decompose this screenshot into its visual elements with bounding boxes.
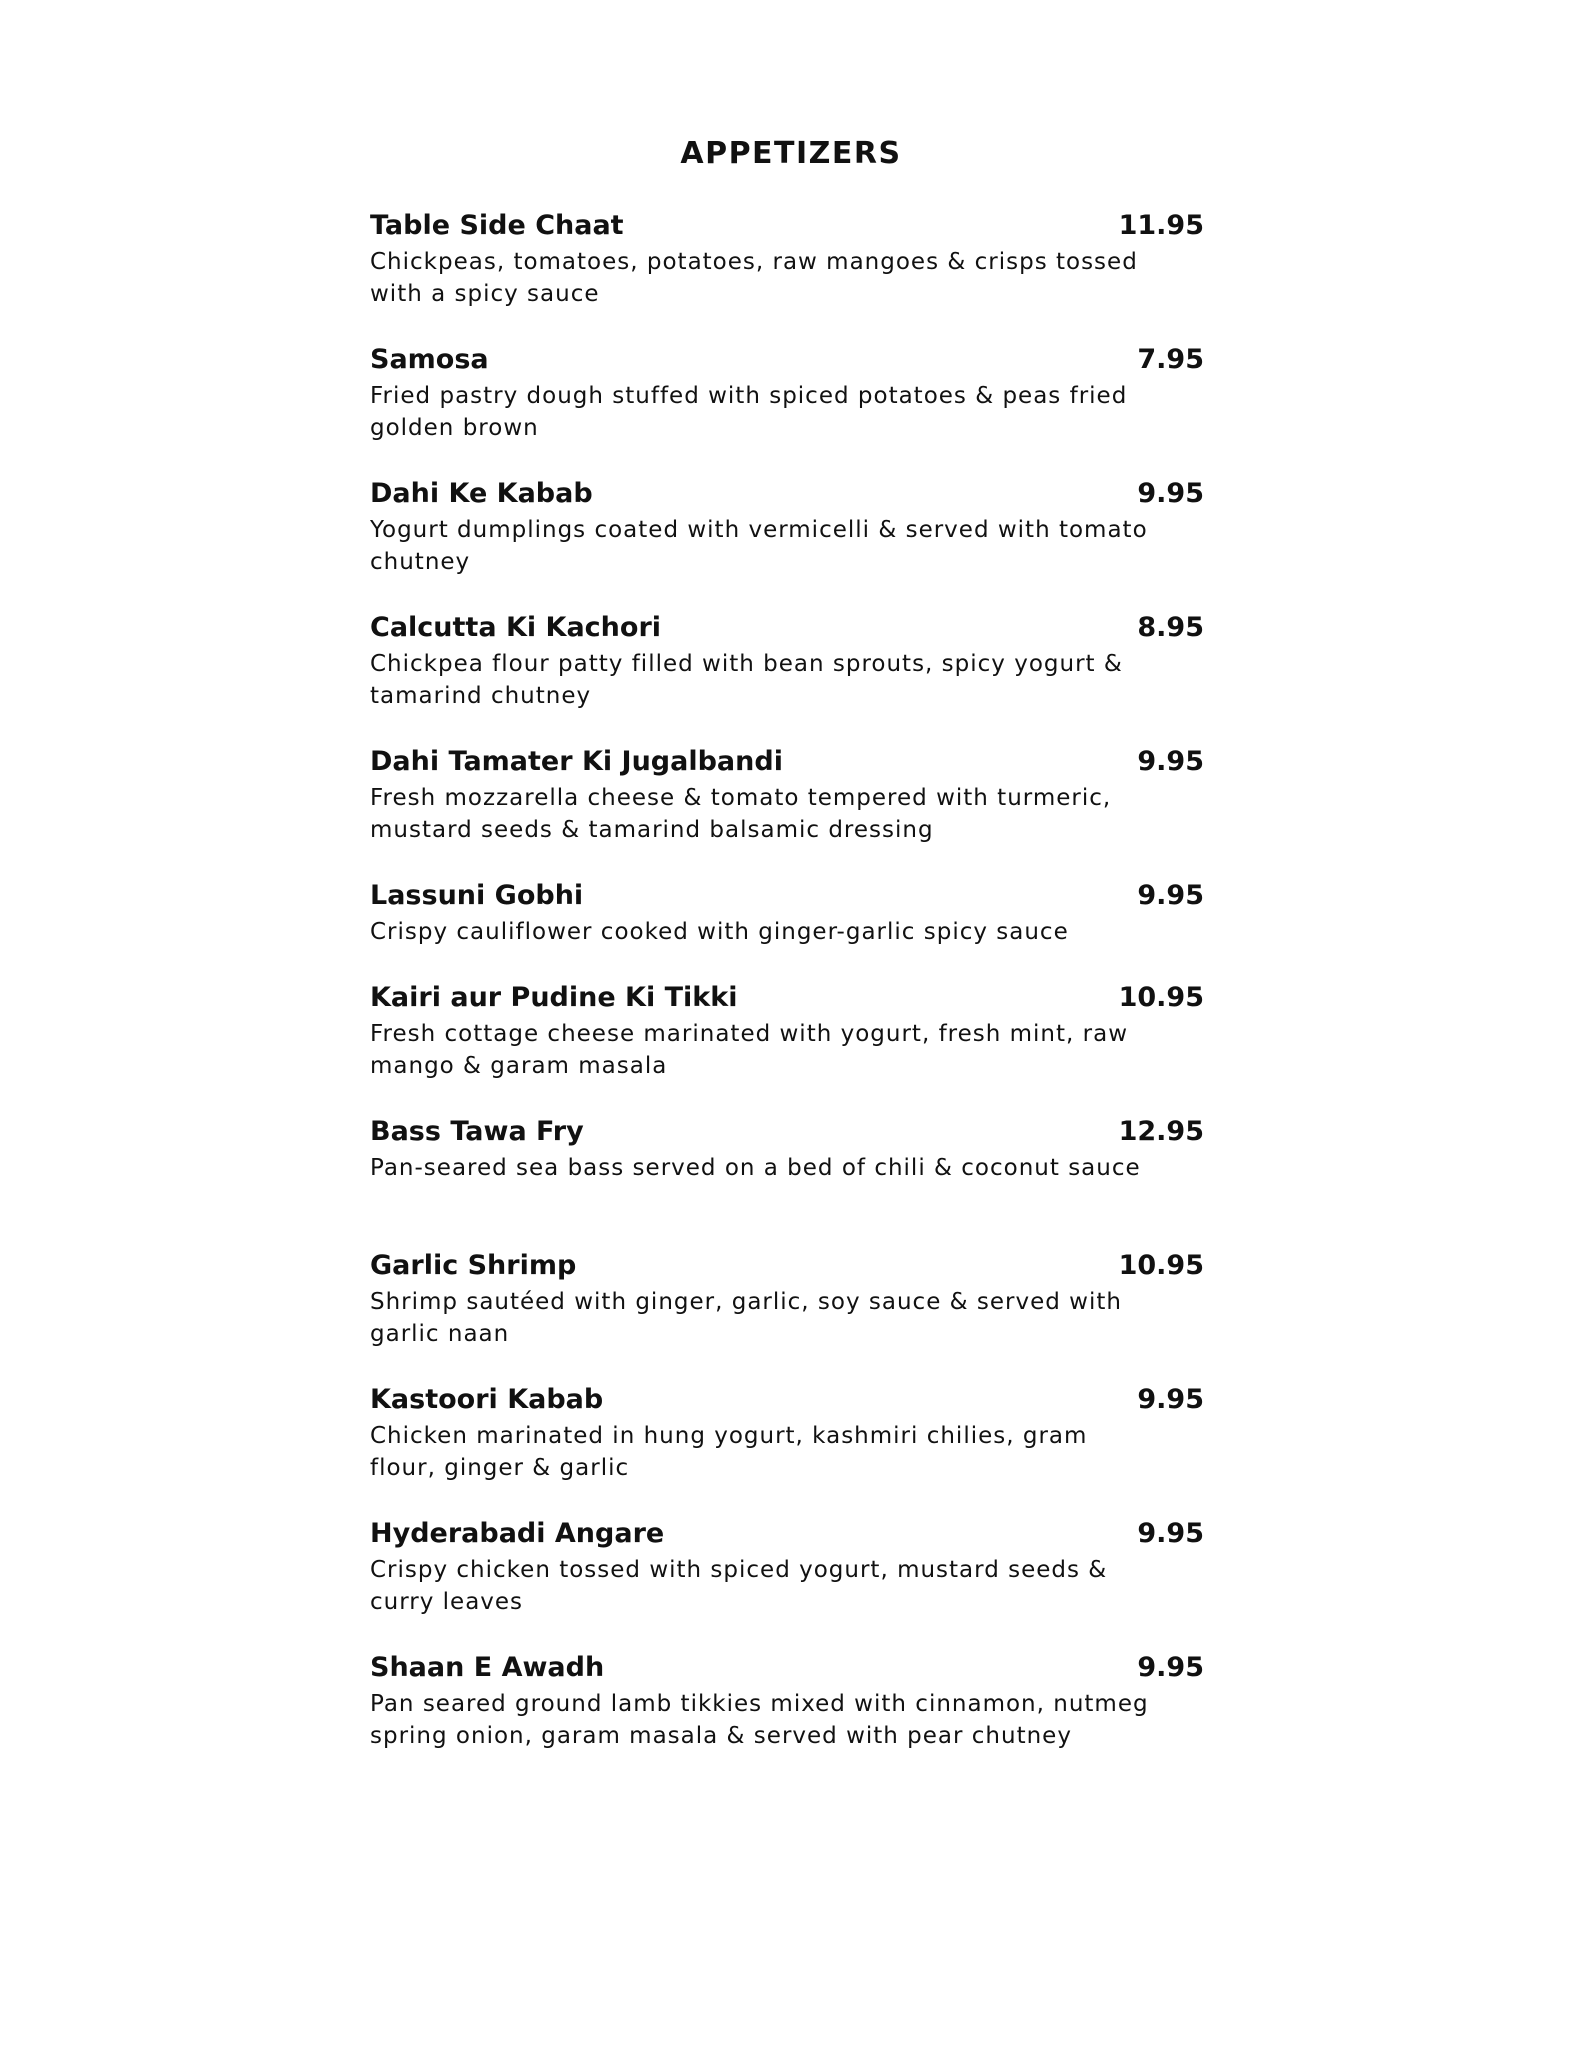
menu-item-description: Fresh mozzarella cheese & tomato tempered with turmeric, mustard seeds & tamarind balsamic dressing <box>370 785 1112 843</box>
menu-item-header <box>370 610 1210 646</box>
menu-item-price: 9.95 <box>1137 746 1204 777</box>
menu-item-price: 12.95 <box>1118 1116 1204 1147</box>
menu-item-price: 11.95 <box>1118 210 1204 241</box>
menu-item <box>370 1382 1210 1516</box>
menu-item <box>370 1114 1210 1248</box>
menu-item-name: Bass Tawa Fry <box>370 1116 584 1147</box>
menu-item-name: Kairi aur Pudine Ki Tikki <box>370 982 738 1013</box>
menu-item-header <box>370 208 1210 244</box>
menu-item-description: Pan seared ground lamb tikkies mixed with cinnamon, nutmeg spring onion, garam masala & served with pear chutney <box>370 1691 1149 1749</box>
menu-item-name: Calcutta Ki Kachori <box>370 612 662 643</box>
menu-item-header <box>370 476 1210 512</box>
menu-item-description: Chickpeas, tomatoes, potatoes, raw mangoes & crisps tossed with a spicy sauce <box>370 249 1138 307</box>
menu-item-name: Shaan E Awadh <box>370 1652 605 1683</box>
menu-item <box>370 1248 1210 1382</box>
menu-item <box>370 1516 1210 1650</box>
menu-item-name: Dahi Ke Kabab <box>370 478 593 509</box>
menu-item-header <box>370 1650 1210 1686</box>
menu-item-name: Lassuni Gobhi <box>370 880 584 911</box>
menu-item-header <box>370 342 1210 378</box>
menu-item-description: Crispy chicken tossed with spiced yogurt, mustard seeds & curry leaves <box>370 1557 1108 1615</box>
menu-item <box>370 878 1210 980</box>
menu-item-header <box>370 1114 1210 1150</box>
menu-item-price: 9.95 <box>1137 1518 1204 1549</box>
menu-item-header <box>370 878 1210 914</box>
menu-item-name: Samosa <box>370 344 489 375</box>
menu-item-name: Hyderabadi Angare <box>370 1518 665 1549</box>
menu-item-description: Fried pastry dough stuffed with spiced potatoes & peas fried golden brown <box>370 383 1128 441</box>
menu-item-header <box>370 1248 1210 1284</box>
menu-item-description: Yogurt dumplings coated with vermicelli & served with tomato chutney <box>370 517 1148 575</box>
menu-item <box>370 610 1210 744</box>
menu-item <box>370 1650 1210 1810</box>
menu-item-price: 8.95 <box>1137 612 1204 643</box>
menu-item <box>370 208 1210 342</box>
menu-item-price: 10.95 <box>1118 982 1204 1013</box>
menu-item <box>370 476 1210 610</box>
menu-item-name: Kastoori Kabab <box>370 1384 604 1415</box>
menu-item-price: 10.95 <box>1118 1250 1204 1281</box>
menu-list <box>370 208 1210 1810</box>
menu-item-name: Dahi Tamater Ki Jugalbandi <box>370 746 783 777</box>
menu-item-description: Chickpea flour patty filled with bean sprouts, spicy yogurt & tamarind chutney <box>370 651 1123 709</box>
menu-item-description: Chicken marinated in hung yogurt, kashmiri chilies, gram flour, ginger & garlic <box>370 1423 1088 1481</box>
menu-item-price: 9.95 <box>1137 1384 1204 1415</box>
menu-item-description: Fresh cottage cheese marinated with yogurt, fresh mint, raw mango & garam masala <box>370 1021 1129 1079</box>
menu-item-header <box>370 744 1210 780</box>
menu-item-price: 9.95 <box>1137 1652 1204 1683</box>
menu-item-description: Shrimp sautéed with ginger, garlic, soy sauce & served with garlic naan <box>370 1289 1122 1347</box>
menu-item-header <box>370 1516 1210 1552</box>
menu-item-description: Pan-seared sea bass served on a bed of chili & coconut sauce <box>370 1155 1141 1181</box>
menu-item-header <box>370 1382 1210 1418</box>
menu-item <box>370 342 1210 476</box>
section-title: APPETIZERS <box>680 136 902 171</box>
menu-item <box>370 744 1210 878</box>
menu-item-description: Crispy cauliflower cooked with ginger-garlic spicy sauce <box>370 919 1069 945</box>
menu-item-header <box>370 980 1210 1016</box>
menu-item-price: 9.95 <box>1137 478 1204 509</box>
menu-item <box>370 980 1210 1114</box>
menu-item-name: Table Side Chaat <box>370 210 624 241</box>
menu-item-name: Garlic Shrimp <box>370 1250 577 1281</box>
menu-item-price: 7.95 <box>1137 344 1204 375</box>
menu-item-price: 9.95 <box>1137 880 1204 911</box>
